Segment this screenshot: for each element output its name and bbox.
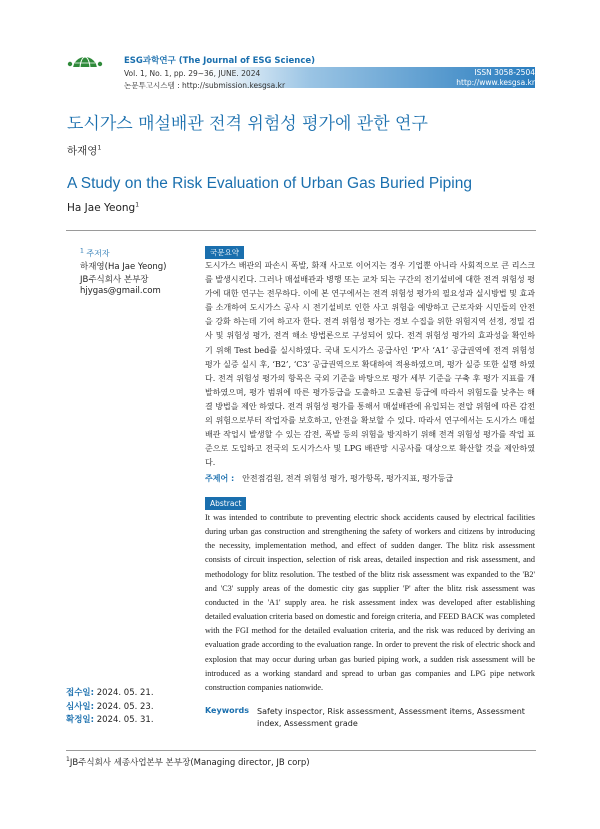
- corresponding-author-label: [80, 248, 110, 259]
- review-date-value: 2024. 05. 23.: [96, 701, 154, 712]
- corresponding-mark: 1: [80, 247, 84, 255]
- dates-block: [66, 687, 154, 728]
- corresponding-author-affiliation: JB주식회사 본부장: [80, 275, 149, 285]
- submission-link[interactable]: 논문투고시스템 : http://submission.kesgsa.kr: [124, 81, 286, 90]
- korean-keywords: [205, 473, 535, 484]
- korean-keywords-label: 주제어 :: [205, 474, 235, 483]
- footnote-mark: 1: [66, 756, 70, 764]
- accepted-date: [66, 714, 154, 728]
- korean-abstract-text: 도시가스 배관의 파손시 폭발, 화재 사고로 이어지는 경우 기업뿐 아니라 사회적으로 큰 리스크를 발생시킨다. 그러나 매설배관과 병행 또는 교차 되는 구간의 전기설비에 대한 전격 위험성 평가에 대한 연구는 전무하다. 이에 본 연구에서는 전격 위험성 평가의 필요성과 실시방법 및 효과를 소개하여 도시가스 공사 시 전기설비로 인한 사고 위험을 예방하고 근로자와 시민들의 안전을 강화 하는데 기여 하고자 한다. 전격 위험성 평가는 경보 수집을 위한 위험지역 선정, 정밀 검사 및 위험성 평가, 전격 해소 방법론으로 구성되어 있다. 전격 위험성 평가의 효과성을 확인하기 위해 Test bed를 실시하였다. 국내 도시가스 공급사인 ‘P’사 ‘A1’ 공급권역에 전격 위험성 평가 실증 실시 후, ‘B2’, ‘C3’ 공급권역으로 확대하여 적용하였으며, 평가 실증 또한 실행 하였다. 전격 위험성 평가의 항목은 국외 기준을 바탕으로 평가 세부 기준을 구축 후 평가 지표를 개발하였으며, 평가 범위에 따른 평가등급을 도출하고 도출된 등급에 따라서 위험도를 낮추는 해결 방법을 제안 하였다. 전격 위험성 평가를 통해서 매설배관에 유입되는 전압 위험에 따른 감전의 위험으로부터 작업자를 보호하고, 안전을 확보할 수 있다. 따라서 연구에서는 도시가스 매설배관 작업시 발생할 수 있는 감전, 폭발 등의 위험을 방지하기 위해 전격 위험성 평가를 작업 표준으로 도입하고 전국의 도시가스사 및 LPG 배관망 시공사를 대상으로 확산할 것을 제안하였다.: [205, 261, 535, 468]
- accepted-date-value: 2024. 05. 31.: [96, 715, 154, 725]
- corresponding-author-name: 하재영(Ha Jae Yeong): [80, 262, 167, 272]
- received-date-value: 2024. 05. 21.: [96, 688, 154, 698]
- footnote-text: JB주식회사 세종사업본부 본부장(Managing director, JB corp): [69, 758, 310, 768]
- footnote-divider: [66, 750, 536, 751]
- received-date-label: 접수일:: [66, 688, 95, 698]
- english-abstract-text: It was intended to contribute to preventing electric shock accidents caused by electrical facilities during urban gas construction and strengthening the safety of workers and citizens by introducing the necessity, implementation method, and effect of sudden danger. The blitz risk assessment consists of circuit inspection, selection of risk areas, detailed inspection and risk assessment, and methodology for blitz resolution. The testbed of the blitz risk assessment was expanded to the 'B2' and 'C3' supply areas of the domestic city gas supplier 'P' after the blitz risk assessment was conducted in the 'A1' supply area. he risk assessment index was developed after establishing detailed evaluation criteria based on domestic and foreign criteria, and FEED BACK was completed with the FGI method for the detailed evaluation criteria, and the risk was reduced by deriving an evaluation grade according to the evaluation range. In order to prevent the risk of electric shock and explosion that may occur during urban gas buried piping work, a sudden risk assessment will be introduced as a working standard and spread to urban gas companies and LPG pipe network construction companies nationwide.: [205, 513, 535, 692]
- journal-url[interactable]: http://www.kesgsa.kr: [456, 78, 535, 87]
- volume-info: Vol. 1, No. 1, pp. 29~36, JUNE. 2024: [124, 69, 261, 78]
- author-english: [67, 202, 139, 214]
- english-keywords-text: Safety inspector, Risk assessment, Assessment items, Assessment index, Assessment grade: [257, 707, 525, 728]
- page-title-english: A Study on the Risk Evaluation of Urban Gas Buried Piping: [67, 175, 472, 192]
- english-keywords: [205, 706, 535, 730]
- accepted-date-label: 확정일:: [66, 715, 95, 725]
- author-korean: [67, 143, 101, 158]
- received-date: [66, 687, 154, 701]
- english-keywords-label: Keywords: [205, 706, 250, 715]
- korean-keywords-text: 안전점검원, 전격 위험성 평가, 평가항목, 평가지표, 평가등급: [242, 474, 454, 483]
- corresponding-author-email[interactable]: hjygas@gmail.com: [80, 286, 161, 296]
- review-date: [66, 701, 154, 715]
- footnote: [66, 756, 310, 768]
- issn: ISSN 3058-2504: [474, 68, 535, 77]
- corresponding-label-text: 주저자: [86, 249, 110, 258]
- english-abstract-badge: Abstract: [205, 497, 246, 510]
- title-divider: [66, 230, 536, 231]
- author-korean-mark: 1: [97, 144, 102, 152]
- author-english-name: Ha Jae Yeong: [67, 202, 136, 214]
- korean-abstract-badge: 국문요약: [205, 246, 244, 259]
- review-date-label: 심사일:: [66, 701, 95, 712]
- author-korean-name: 하재영: [67, 145, 98, 157]
- journal-name: ESG과학연구 (The Journal of ESG Science): [124, 56, 316, 66]
- page-title-korean: 도시가스 매설배관 전격 위험성 평가에 관한 연구: [67, 114, 428, 134]
- author-english-mark: 1: [135, 201, 140, 209]
